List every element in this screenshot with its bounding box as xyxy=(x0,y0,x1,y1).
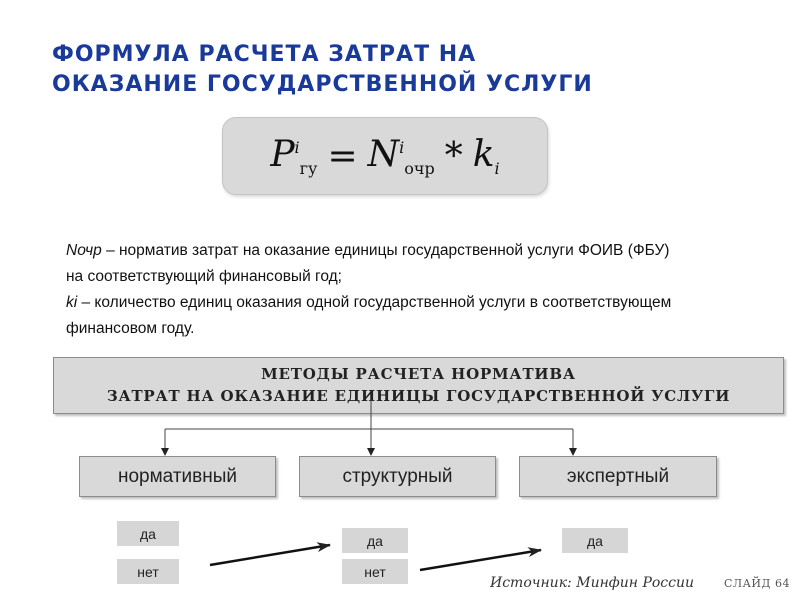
method-expert: экспертный xyxy=(519,456,717,497)
term-nochr: Nочр xyxy=(66,242,102,259)
slide-number: СЛАЙД 64 xyxy=(724,577,790,590)
slide-title-line-1: ФОРМУЛА РАСЧЕТА ЗАТРАТ НА xyxy=(52,42,477,67)
description-line-2: на соответствующий финансовый год; xyxy=(66,268,342,285)
transition-arrow-2 xyxy=(420,550,541,570)
normative-option-yes: да xyxy=(117,521,179,546)
formula-rhs1-symbol: N xyxy=(367,133,400,175)
formula-equals: = xyxy=(327,135,358,177)
description-line-4: финансовом году. xyxy=(66,320,195,337)
slide-title-line-2: ОКАЗАНИЕ ГОСУДАРСТВЕННОЙ УСЛУГИ xyxy=(52,72,593,97)
term-ki: ki xyxy=(66,294,78,311)
methods-header-line-2: ЗАТРАТ НА ОКАЗАНИЕ ЕДИНИЦЫ ГОСУДАРСТВЕННОЙ УСЛУГИ xyxy=(106,387,731,405)
source-note: Источник: Минфин России xyxy=(490,575,695,591)
methods-header-line-1: МЕТОДЫ РАСЧЕТА НОРМАТИВА xyxy=(261,365,576,383)
formula-lhs-symbol: P xyxy=(270,133,295,175)
structural-option-yes: да xyxy=(342,528,408,553)
normative-option-no: нет xyxy=(117,559,179,584)
formula-rhs2-sub: i xyxy=(494,159,500,179)
formula-times: * xyxy=(444,135,463,177)
formula-rhs1-sup: i xyxy=(399,137,405,157)
term-nochr-definition: – норматив затрат на оказание единицы государственной услуги ФОИВ (ФБУ) xyxy=(101,242,670,259)
transition-arrow-1 xyxy=(210,545,330,565)
expert-option-yes: да xyxy=(562,528,628,553)
method-normative: нормативный xyxy=(79,456,276,497)
formula-rhs1-sub: очр xyxy=(404,159,435,179)
formula-lhs-sub: гу xyxy=(299,159,318,179)
formula-lhs-sup: i xyxy=(294,137,300,157)
structural-option-no: нет xyxy=(342,559,408,584)
term-ki-definition: – количество единиц оказания одной государственной услуги в соответствующем xyxy=(77,294,672,311)
method-structural: структурный xyxy=(299,456,496,497)
formula-rhs2-symbol: k xyxy=(472,133,495,175)
